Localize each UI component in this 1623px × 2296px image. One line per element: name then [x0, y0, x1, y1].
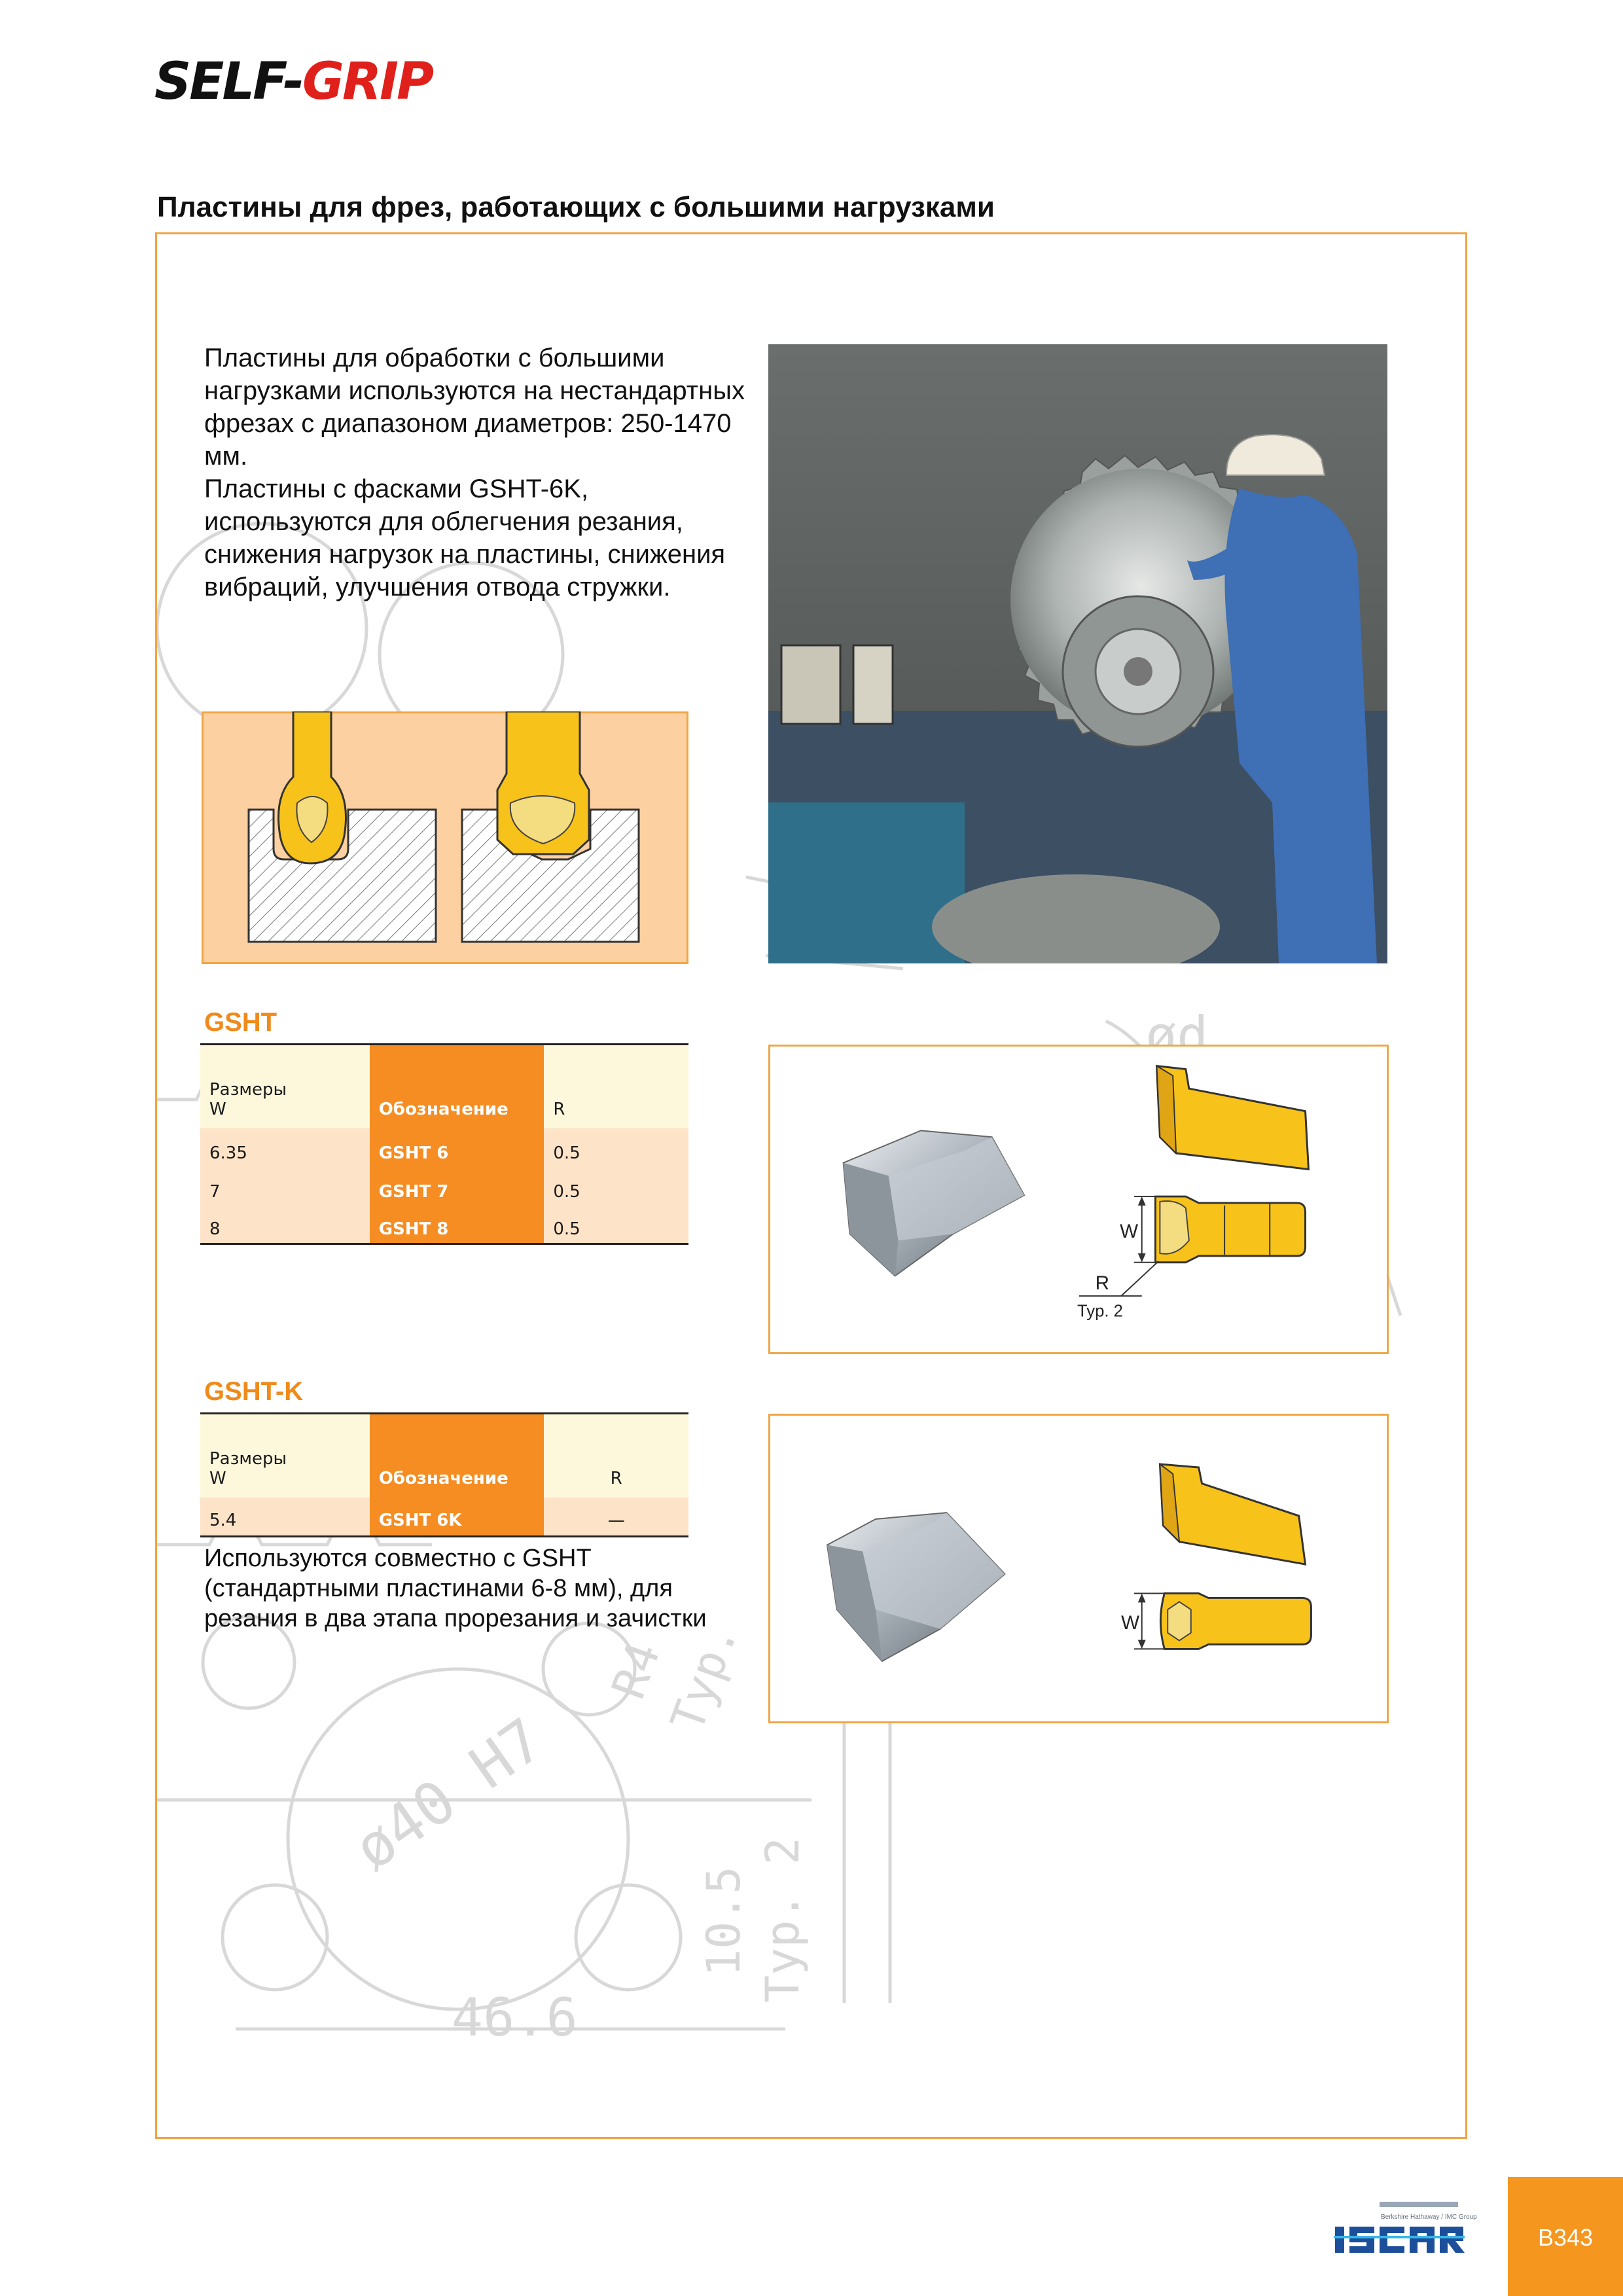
gsht-k-insert-photo	[827, 1513, 1005, 1661]
cell-designation: GSHT 6	[370, 1128, 544, 1167]
table-row	[200, 1128, 688, 1167]
cell-designation: GSHT 6K	[370, 1498, 544, 1537]
cell-designation: GSHT 7	[370, 1167, 544, 1206]
intro-text	[204, 342, 747, 603]
header-size	[200, 1045, 370, 1128]
bg-label-10-5: 10.5	[697, 1866, 751, 1977]
gsht-k-insert-top-drawing	[1121, 1594, 1311, 1649]
header-size	[200, 1414, 370, 1498]
cell-w: 5.4	[200, 1498, 370, 1537]
gsht-insert-photo	[844, 1130, 1024, 1276]
logo-grip-text: GRIP	[302, 52, 433, 111]
table-header-row	[200, 1414, 688, 1498]
header-designation: Обозначение	[370, 1414, 544, 1498]
w-dimension-label: W	[1121, 1611, 1140, 1634]
iscar-logo	[1334, 2200, 1478, 2259]
cell-w: 7	[200, 1167, 370, 1206]
cell-w: 8	[200, 1206, 370, 1244]
w-dimension-label: W	[1120, 1221, 1139, 1243]
header-designation: Обозначение	[370, 1045, 544, 1128]
table-row	[200, 1206, 688, 1244]
gsht-insert-top-drawing	[1077, 1196, 1306, 1321]
intro-paragraph-2: Пластины с фасками GSHT-6K, используются для облегчения резания, снижения нагрузок на пластины, снижения вибраций, улучшения отвода стружки.	[204, 475, 726, 601]
table-row	[200, 1167, 688, 1206]
typ-2-label: Typ. 2	[1077, 1302, 1123, 1321]
logo-self-text: SELF-	[154, 52, 302, 111]
heavy-duty-milling-cutter-photo	[768, 344, 1387, 963]
cell-r: 0.5	[544, 1206, 688, 1244]
page-number: B343	[1537, 2224, 1594, 2251]
table-row	[200, 1498, 688, 1537]
cell-w: 6.35	[200, 1128, 370, 1167]
bg-label-typ2: Typ. 2	[756, 1837, 810, 2003]
bg-label-d: ød	[1145, 1005, 1209, 1066]
gsht-insert-side-drawing	[1156, 1066, 1308, 1170]
cell-r: 0.5	[544, 1128, 688, 1167]
bg-label-bore: ø40 H7	[342, 1705, 556, 1884]
gsht-k-insert-illustration	[768, 1414, 1389, 1723]
header-r: R	[544, 1414, 688, 1498]
cell-designation: GSHT 8	[370, 1206, 544, 1244]
r-dimension-label: R	[1095, 1272, 1110, 1295]
header-r: R	[544, 1045, 688, 1128]
gsht-spec-table	[200, 1043, 688, 1245]
intro-paragraph-1: Пластины для обработки с большими нагрузками используются на нестандартных фрезах с диапазоном диаметров: 250-1470 мм.	[204, 344, 745, 471]
bg-label-typ: Typ.	[660, 1616, 749, 1738]
gsht-insert-illustration	[768, 1045, 1389, 1354]
gsht-k-usage-note: Используются совместно с GSHT (стандартными пластинами 6-8 мм), для резания в два этапа прорезания и зачистки	[204, 1545, 707, 1632]
table-header-row	[200, 1045, 688, 1128]
cell-r: —	[544, 1498, 688, 1537]
iscar-group-text: Berkshire Hathaway / IMC Group	[1381, 2214, 1477, 2221]
bg-label-r4: R4	[601, 1635, 671, 1706]
gsht-section-title: GSHT	[204, 1008, 277, 1037]
bg-label-46-6: 46.6	[452, 1987, 578, 2048]
header-size-label: Размеры	[209, 1079, 287, 1100]
cell-r: 0.5	[544, 1167, 688, 1206]
header-w-label: W	[209, 1468, 226, 1488]
page-title: Пластины для фрез, работающих с большими нагрузками	[157, 191, 995, 223]
header-size-label: Размеры	[209, 1448, 287, 1469]
self-grip-logo	[154, 52, 442, 111]
gsht-k-section-title: GSHT-K	[204, 1377, 304, 1406]
header-w-label: W	[209, 1099, 226, 1119]
gsht-k-spec-table	[200, 1412, 688, 1537]
gsht-k-insert-side-drawing	[1160, 1464, 1305, 1564]
groove-cross-section-diagram	[202, 711, 688, 964]
